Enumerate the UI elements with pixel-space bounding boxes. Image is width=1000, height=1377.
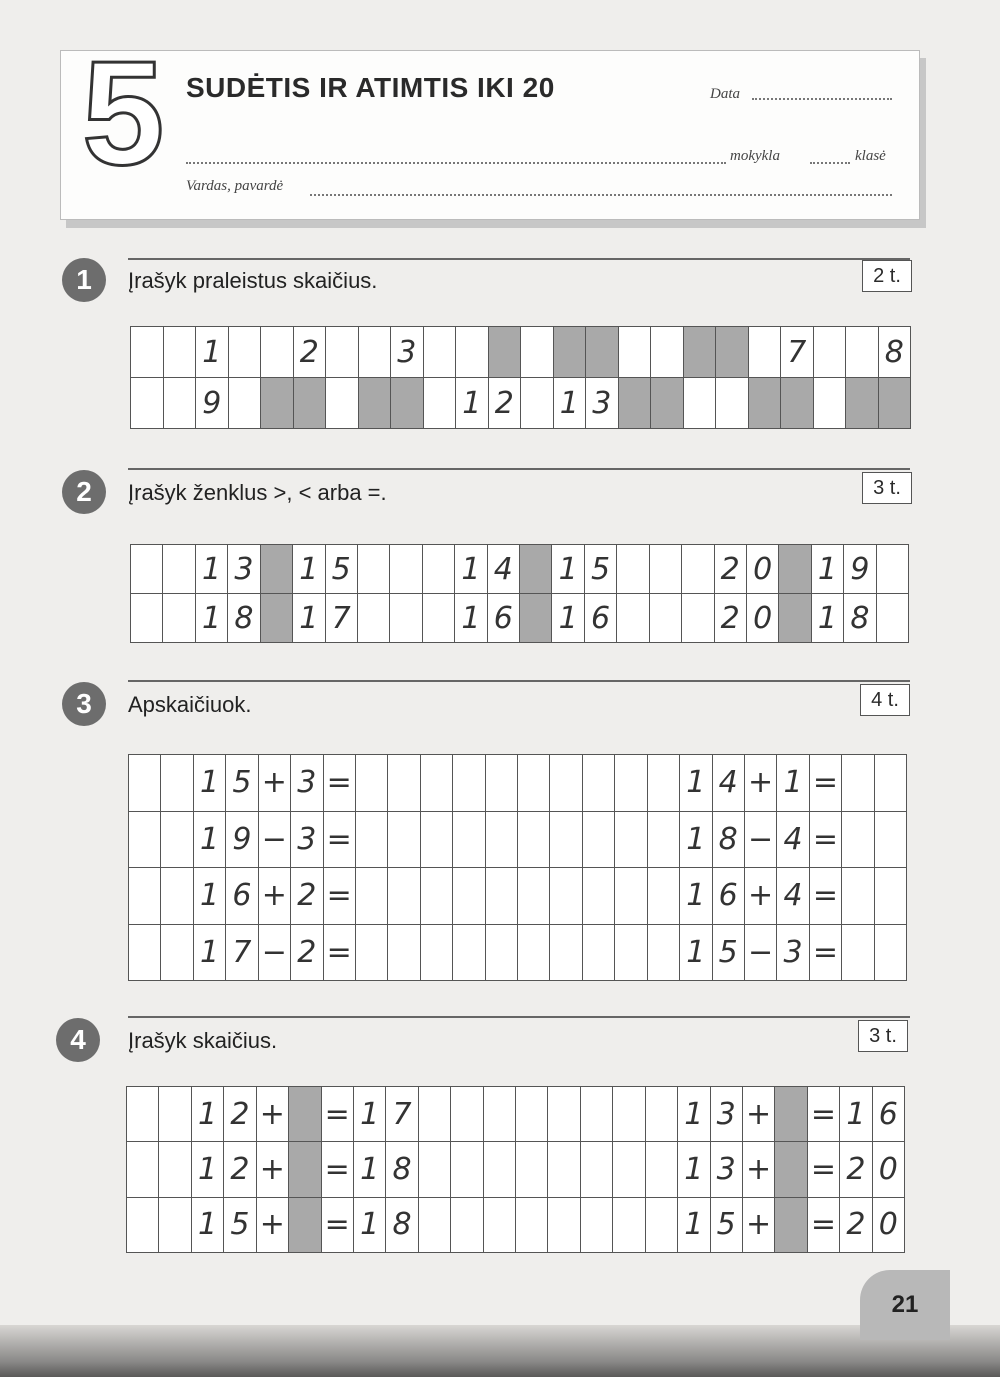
task-1-rule xyxy=(128,258,910,260)
grid-cell[interactable] xyxy=(421,868,453,925)
grid-cell: 1 xyxy=(293,545,325,594)
grid-cell[interactable] xyxy=(682,545,714,594)
task-3-points: 4 t. xyxy=(860,684,910,716)
grid-cell[interactable] xyxy=(326,378,359,429)
grid-cell[interactable] xyxy=(486,925,518,982)
grid-cell[interactable] xyxy=(779,594,811,643)
grid-cell[interactable] xyxy=(581,1198,613,1253)
grid-cell[interactable] xyxy=(550,812,582,869)
grid-cell[interactable] xyxy=(516,1142,548,1197)
grid-cell: 8 xyxy=(844,594,876,643)
grid-cell[interactable] xyxy=(648,755,680,812)
grid-cell[interactable] xyxy=(646,1087,678,1142)
grid-cell[interactable] xyxy=(619,378,652,429)
grid-cell: 6 xyxy=(585,594,617,643)
grid-cell[interactable] xyxy=(453,925,485,982)
grid-cell[interactable] xyxy=(650,545,682,594)
scan-edge xyxy=(0,1325,1000,1377)
grid-cell: = xyxy=(810,868,842,925)
grid-cell[interactable] xyxy=(127,1087,159,1142)
grid-cell[interactable] xyxy=(775,1142,807,1197)
grid-cell[interactable] xyxy=(877,545,909,594)
grid-cell: 1 xyxy=(812,545,844,594)
grid-cell[interactable] xyxy=(326,327,359,378)
grid-cell[interactable] xyxy=(451,1198,483,1253)
task-4-instruction: Įrašyk skaičius. xyxy=(128,1028,278,1053)
grid-cell[interactable] xyxy=(356,868,388,925)
grid-cell[interactable] xyxy=(421,755,453,812)
grid-cell[interactable] xyxy=(548,1198,580,1253)
grid-cell: 5 xyxy=(713,925,745,982)
school-line xyxy=(186,162,726,164)
grid-cell: 3 xyxy=(391,327,424,378)
grid-cell[interactable] xyxy=(161,868,193,925)
grid-cell: = xyxy=(324,925,356,982)
grid-cell[interactable] xyxy=(391,378,424,429)
grid-cell: 1 xyxy=(777,755,809,812)
grid-cell[interactable] xyxy=(294,378,327,429)
grid-cell[interactable] xyxy=(453,755,485,812)
grid-cell[interactable] xyxy=(456,327,489,378)
grid-cell[interactable] xyxy=(516,1198,548,1253)
grid-cell[interactable] xyxy=(359,327,392,378)
grid-cell[interactable] xyxy=(453,868,485,925)
grid-cell: 1 xyxy=(554,378,587,429)
grid-cell[interactable] xyxy=(388,925,420,982)
grid-cell: 6 xyxy=(873,1087,905,1142)
grid-cell: 1 xyxy=(455,545,487,594)
grid-cell[interactable] xyxy=(164,378,197,429)
grid-cell: 8 xyxy=(228,594,260,643)
grid-cell[interactable] xyxy=(682,594,714,643)
grid-cell[interactable] xyxy=(388,868,420,925)
grid-cell: 2 xyxy=(840,1198,872,1253)
grid-cell: 4 xyxy=(713,755,745,812)
grid-cell[interactable] xyxy=(163,545,195,594)
grid-cell: 1 xyxy=(354,1087,386,1142)
grid-cell: 3 xyxy=(777,925,809,982)
grid-cell[interactable] xyxy=(651,327,684,378)
page-number: 21 xyxy=(860,1270,950,1340)
grid-cell: 1 xyxy=(680,812,712,869)
grid-cell[interactable] xyxy=(161,812,193,869)
grid-cell[interactable] xyxy=(583,812,615,869)
grid-cell: 2 xyxy=(840,1142,872,1197)
grid-cell[interactable] xyxy=(814,378,847,429)
grid-cell[interactable] xyxy=(615,868,647,925)
grid-cell[interactable] xyxy=(261,545,293,594)
grid-cell[interactable] xyxy=(484,1087,516,1142)
task-3-grid xyxy=(128,754,907,981)
grid-cell[interactable] xyxy=(650,594,682,643)
grid-cell[interactable] xyxy=(775,1087,807,1142)
grid-cell[interactable] xyxy=(684,327,717,378)
grid-cell: 7 xyxy=(226,925,258,982)
grid-cell: + xyxy=(743,1142,775,1197)
task-2-grid xyxy=(130,544,909,643)
grid-cell[interactable] xyxy=(879,378,912,429)
task-4-points: 3 t. xyxy=(858,1020,908,1052)
name-line xyxy=(310,194,892,196)
grid-cell[interactable] xyxy=(161,755,193,812)
grid-cell[interactable] xyxy=(842,812,874,869)
grid-cell: + xyxy=(257,1198,289,1253)
class-label: klasė xyxy=(855,148,886,164)
grid-cell: = xyxy=(322,1087,354,1142)
grid-cell[interactable] xyxy=(289,1087,321,1142)
grid-cell[interactable] xyxy=(875,868,907,925)
grid-cell: 6 xyxy=(488,594,520,643)
task-4-number: 4 xyxy=(56,1018,100,1062)
task-4-rule xyxy=(128,1016,910,1018)
task-2-number: 2 xyxy=(62,470,106,514)
grid-cell: 1 xyxy=(194,925,226,982)
grid-cell[interactable] xyxy=(846,327,879,378)
grid-cell: 1 xyxy=(192,1198,224,1253)
grid-cell: 7 xyxy=(781,327,814,378)
grid-cell: = xyxy=(808,1198,840,1253)
grid-cell[interactable] xyxy=(421,925,453,982)
grid-cell[interactable] xyxy=(127,1142,159,1197)
grid-cell[interactable] xyxy=(129,925,161,982)
grid-cell[interactable] xyxy=(842,755,874,812)
worksheet-title: SUDĖTIS IR ATIMTIS IKI 20 xyxy=(186,72,555,103)
grid-cell: 0 xyxy=(873,1142,905,1197)
grid-cell[interactable] xyxy=(390,594,422,643)
grid-cell[interactable] xyxy=(419,1087,451,1142)
grid-cell[interactable] xyxy=(646,1198,678,1253)
grid-cell: 3 xyxy=(586,378,619,429)
grid-cell[interactable] xyxy=(451,1142,483,1197)
grid-cell: = xyxy=(808,1142,840,1197)
grid-cell[interactable] xyxy=(554,327,587,378)
grid-cell[interactable] xyxy=(424,378,457,429)
grid-cell: 6 xyxy=(713,868,745,925)
grid-cell: + xyxy=(745,868,777,925)
grid-cell[interactable] xyxy=(388,755,420,812)
grid-cell[interactable] xyxy=(289,1198,321,1253)
grid-cell[interactable] xyxy=(388,812,420,869)
grid-cell[interactable] xyxy=(129,755,161,812)
grid-cell: + xyxy=(259,868,291,925)
task-1-points: 2 t. xyxy=(862,260,912,292)
grid-cell: = xyxy=(810,755,842,812)
name-label: Vardas, pavardė xyxy=(186,178,284,194)
grid-cell[interactable] xyxy=(613,1198,645,1253)
grid-cell[interactable] xyxy=(583,755,615,812)
grid-cell[interactable] xyxy=(159,1087,191,1142)
grid-cell: 1 xyxy=(192,1142,224,1197)
grid-cell[interactable] xyxy=(131,327,164,378)
grid-cell: − xyxy=(259,812,291,869)
grid-cell[interactable] xyxy=(486,755,518,812)
grid-cell[interactable] xyxy=(651,378,684,429)
grid-cell: 7 xyxy=(326,594,358,643)
grid-cell: 4 xyxy=(777,812,809,869)
grid-cell[interactable] xyxy=(586,327,619,378)
grid-cell[interactable] xyxy=(129,812,161,869)
grid-cell: − xyxy=(259,925,291,982)
task-2-points: 3 t. xyxy=(862,472,912,504)
grid-cell[interactable] xyxy=(424,327,457,378)
grid-cell: = xyxy=(810,812,842,869)
grid-cell[interactable] xyxy=(648,812,680,869)
grid-cell[interactable] xyxy=(159,1198,191,1253)
grid-cell[interactable] xyxy=(359,378,392,429)
grid-cell: 7 xyxy=(386,1087,418,1142)
grid-cell: 3 xyxy=(228,545,260,594)
grid-cell: 0 xyxy=(873,1198,905,1253)
grid-cell[interactable] xyxy=(583,868,615,925)
grid-cell: 0 xyxy=(747,594,779,643)
grid-cell[interactable] xyxy=(421,812,453,869)
grid-cell: 3 xyxy=(291,755,323,812)
grid-cell[interactable] xyxy=(615,812,647,869)
grid-cell[interactable] xyxy=(548,1087,580,1142)
grid-cell[interactable] xyxy=(781,378,814,429)
grid-cell: 2 xyxy=(715,594,747,643)
grid-cell[interactable] xyxy=(842,868,874,925)
grid-cell: 1 xyxy=(194,755,226,812)
grid-cell[interactable] xyxy=(419,1198,451,1253)
grid-cell: = xyxy=(808,1087,840,1142)
grid-cell[interactable] xyxy=(877,594,909,643)
grid-cell: 1 xyxy=(678,1087,710,1142)
grid-cell: 5 xyxy=(224,1198,256,1253)
grid-cell[interactable] xyxy=(615,755,647,812)
grid-cell[interactable] xyxy=(159,1142,191,1197)
grid-cell[interactable] xyxy=(358,545,390,594)
grid-cell[interactable] xyxy=(161,925,193,982)
grid-cell[interactable] xyxy=(518,868,550,925)
grid-cell: 1 xyxy=(354,1142,386,1197)
grid-cell[interactable] xyxy=(131,545,163,594)
grid-cell[interactable] xyxy=(163,594,195,643)
grid-cell[interactable] xyxy=(613,1087,645,1142)
grid-cell[interactable] xyxy=(486,868,518,925)
grid-cell[interactable] xyxy=(749,378,782,429)
grid-cell[interactable] xyxy=(846,378,879,429)
grid-cell[interactable] xyxy=(518,812,550,869)
grid-cell[interactable] xyxy=(451,1087,483,1142)
grid-cell: = xyxy=(324,812,356,869)
grid-cell[interactable] xyxy=(520,594,552,643)
grid-cell: 1 xyxy=(680,755,712,812)
grid-cell[interactable] xyxy=(423,594,455,643)
grid-cell: 1 xyxy=(456,378,489,429)
grid-cell: = xyxy=(322,1198,354,1253)
grid-cell: 1 xyxy=(455,594,487,643)
grid-cell: + xyxy=(743,1087,775,1142)
grid-cell[interactable] xyxy=(518,925,550,982)
grid-cell[interactable] xyxy=(648,868,680,925)
grid-cell: 6 xyxy=(226,868,258,925)
grid-cell: 1 xyxy=(812,594,844,643)
task-2-rule xyxy=(128,468,910,470)
grid-cell: 1 xyxy=(354,1198,386,1253)
grid-cell[interactable] xyxy=(613,1142,645,1197)
grid-cell[interactable] xyxy=(518,755,550,812)
grid-cell: 1 xyxy=(293,594,325,643)
grid-cell[interactable] xyxy=(716,378,749,429)
grid-cell: 2 xyxy=(291,868,323,925)
grid-cell: 3 xyxy=(291,812,323,869)
grid-cell: 8 xyxy=(879,327,912,378)
grid-cell: 1 xyxy=(196,545,228,594)
grid-cell: 2 xyxy=(224,1087,256,1142)
class-line xyxy=(810,162,850,164)
grid-cell: + xyxy=(257,1142,289,1197)
grid-cell[interactable] xyxy=(646,1142,678,1197)
grid-cell[interactable] xyxy=(419,1142,451,1197)
grid-cell[interactable] xyxy=(550,925,582,982)
grid-cell: 5 xyxy=(326,545,358,594)
grid-cell[interactable] xyxy=(261,594,293,643)
grid-cell: 5 xyxy=(585,545,617,594)
task-3-rule xyxy=(128,680,910,682)
grid-cell: 9 xyxy=(226,812,258,869)
grid-cell[interactable] xyxy=(581,1087,613,1142)
grid-cell[interactable] xyxy=(516,1087,548,1142)
task-2-instruction: Įrašyk ženklus >, < arba =. xyxy=(128,480,387,505)
grid-cell: 5 xyxy=(226,755,258,812)
grid-cell[interactable] xyxy=(583,925,615,982)
grid-cell[interactable] xyxy=(164,327,197,378)
grid-cell: 1 xyxy=(194,812,226,869)
grid-cell: 2 xyxy=(489,378,522,429)
grid-cell: 9 xyxy=(844,545,876,594)
grid-cell: 2 xyxy=(294,327,327,378)
grid-cell[interactable] xyxy=(615,925,647,982)
school-label: mokykla xyxy=(730,148,780,164)
grid-cell: 1 xyxy=(678,1198,710,1253)
grid-cell[interactable] xyxy=(550,755,582,812)
grid-cell[interactable] xyxy=(875,812,907,869)
grid-cell: 9 xyxy=(196,378,229,429)
grid-cell[interactable] xyxy=(684,378,717,429)
grid-cell: 8 xyxy=(386,1142,418,1197)
grid-cell[interactable] xyxy=(356,925,388,982)
grid-cell[interactable] xyxy=(875,925,907,982)
grid-cell: 2 xyxy=(224,1142,256,1197)
grid-cell[interactable] xyxy=(548,1142,580,1197)
grid-cell: 1 xyxy=(678,1142,710,1197)
grid-cell: + xyxy=(743,1198,775,1253)
grid-cell[interactable] xyxy=(486,812,518,869)
grid-cell: 1 xyxy=(680,868,712,925)
grid-cell[interactable] xyxy=(775,1198,807,1253)
grid-cell[interactable] xyxy=(261,327,294,378)
grid-cell[interactable] xyxy=(581,1142,613,1197)
grid-cell[interactable] xyxy=(129,868,161,925)
grid-cell: = xyxy=(324,868,356,925)
grid-cell[interactable] xyxy=(423,545,455,594)
grid-cell: + xyxy=(257,1087,289,1142)
grid-cell: 1 xyxy=(192,1087,224,1142)
grid-cell[interactable] xyxy=(814,327,847,378)
grid-cell: = xyxy=(322,1142,354,1197)
grid-cell[interactable] xyxy=(842,925,874,982)
grid-cell: = xyxy=(324,755,356,812)
grid-cell: − xyxy=(745,925,777,982)
grid-cell: 4 xyxy=(777,868,809,925)
grid-cell[interactable] xyxy=(521,378,554,429)
grid-cell[interactable] xyxy=(875,755,907,812)
grid-cell[interactable] xyxy=(520,545,552,594)
grid-cell: 8 xyxy=(713,812,745,869)
task-1-instruction: Įrašyk praleistus skaičius. xyxy=(128,268,378,293)
grid-cell: 1 xyxy=(552,594,584,643)
grid-cell: 1 xyxy=(196,327,229,378)
grid-cell[interactable] xyxy=(779,545,811,594)
grid-cell[interactable] xyxy=(131,594,163,643)
grid-cell[interactable] xyxy=(127,1198,159,1253)
grid-cell[interactable] xyxy=(716,327,749,378)
worksheet-number: 5 xyxy=(82,31,165,196)
grid-cell: = xyxy=(810,925,842,982)
grid-cell[interactable] xyxy=(484,1198,516,1253)
grid-cell[interactable] xyxy=(484,1142,516,1197)
grid-cell: 4 xyxy=(488,545,520,594)
grid-cell: 2 xyxy=(291,925,323,982)
task-3-number: 3 xyxy=(62,682,106,726)
grid-cell: 0 xyxy=(747,545,779,594)
task-1-grid xyxy=(130,326,911,429)
grid-cell[interactable] xyxy=(453,812,485,869)
grid-cell: 5 xyxy=(711,1198,743,1253)
grid-cell: 1 xyxy=(680,925,712,982)
grid-cell[interactable] xyxy=(521,327,554,378)
grid-cell[interactable] xyxy=(648,925,680,982)
grid-cell: − xyxy=(745,812,777,869)
task-3-instruction: Apskaičiuok. xyxy=(128,692,252,717)
grid-cell: 3 xyxy=(711,1087,743,1142)
grid-cell: 1 xyxy=(196,594,228,643)
grid-cell[interactable] xyxy=(356,812,388,869)
date-line xyxy=(752,98,892,100)
grid-cell: 2 xyxy=(715,545,747,594)
grid-cell: 3 xyxy=(711,1142,743,1197)
grid-cell: 1 xyxy=(194,868,226,925)
grid-cell: + xyxy=(745,755,777,812)
grid-cell[interactable] xyxy=(619,327,652,378)
grid-cell[interactable] xyxy=(356,755,388,812)
date-label: Data xyxy=(710,86,740,102)
grid-cell[interactable] xyxy=(289,1142,321,1197)
grid-cell[interactable] xyxy=(261,378,294,429)
grid-cell[interactable] xyxy=(229,327,262,378)
grid-cell[interactable] xyxy=(390,545,422,594)
grid-cell: 1 xyxy=(552,545,584,594)
grid-cell: 8 xyxy=(386,1198,418,1253)
grid-cell: 1 xyxy=(840,1087,872,1142)
grid-cell[interactable] xyxy=(749,327,782,378)
grid-cell[interactable] xyxy=(358,594,390,643)
grid-cell[interactable] xyxy=(550,868,582,925)
grid-cell[interactable] xyxy=(131,378,164,429)
task-1-number: 1 xyxy=(62,258,106,302)
grid-cell[interactable] xyxy=(229,378,262,429)
task-4-grid xyxy=(126,1086,905,1253)
grid-cell[interactable] xyxy=(617,545,649,594)
grid-cell[interactable] xyxy=(489,327,522,378)
grid-cell: + xyxy=(259,755,291,812)
grid-cell[interactable] xyxy=(617,594,649,643)
